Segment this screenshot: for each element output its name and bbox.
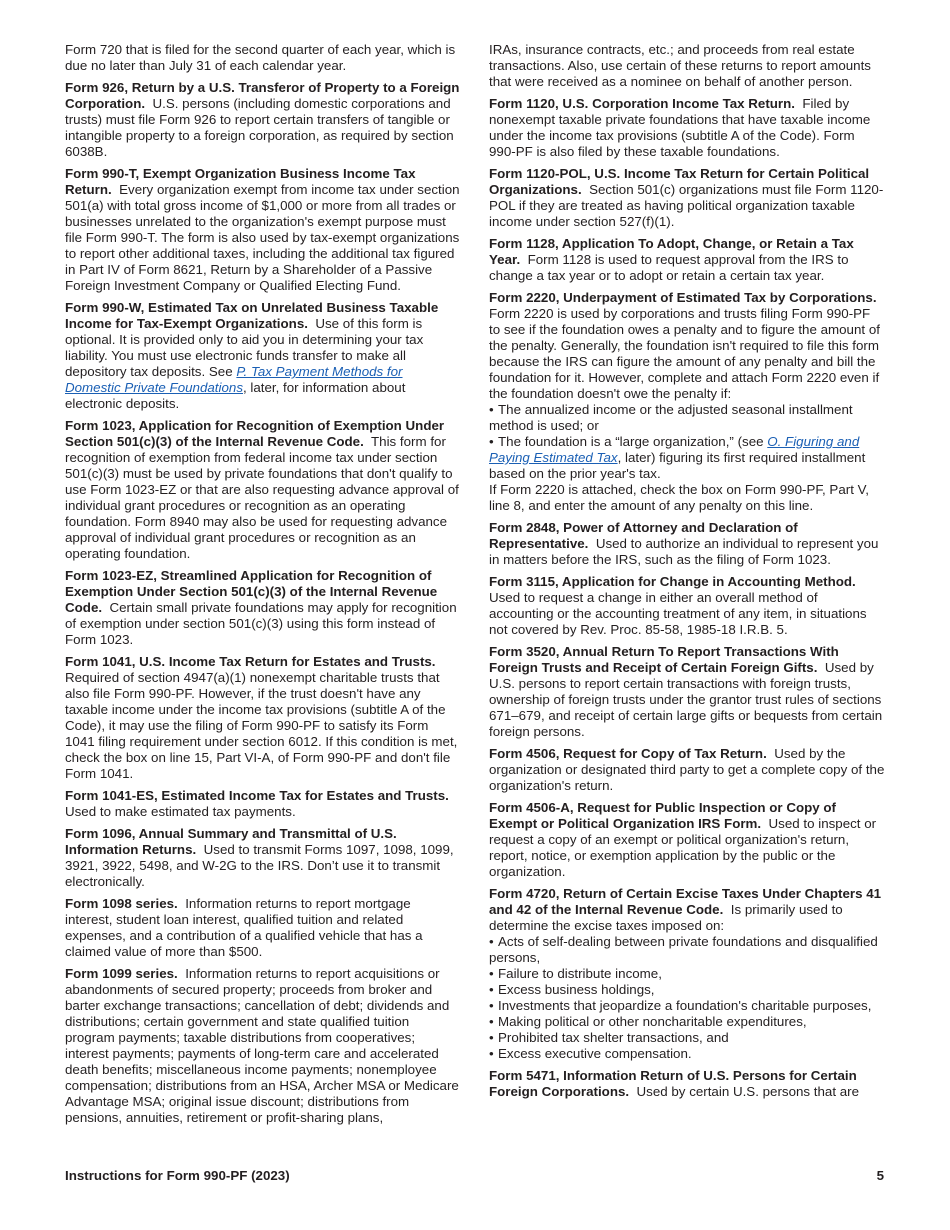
bullet-icon: [489, 434, 498, 450]
form-1041es-entry: [65, 788, 461, 820]
form-5471-entry: [489, 1068, 885, 1100]
paragraph: Form 720 that is filed for the second quarter of each year, which is due no later than July 31 of each calendar year.: [65, 42, 456, 73]
entry-title: Form 1120, U.S. Corporation Income Tax Return.: [489, 96, 795, 111]
bullet-icon: [489, 402, 498, 418]
entry-text: Used to authorize an individual to represent you in matters before the IRS, such as the filing of Form 1023.: [489, 536, 879, 567]
entry-text: Used by certain U.S. persons that are: [636, 1084, 860, 1099]
entry-title: Form 4506, Request for Copy of Tax Return.: [489, 746, 767, 761]
list-item: •Prohibited tax shelter transactions, and: [489, 1030, 885, 1046]
form-1120pol-entry: [489, 166, 885, 230]
list-item: •Excess executive compensation.: [489, 1046, 885, 1062]
form-990w-entry: [65, 300, 461, 412]
entry-title: Form 4720, Return of Certain Excise Taxes Under Chapters 41 and 42 of the Internal Revenue Code.: [489, 886, 882, 917]
entry-text: Required of section 4947(a)(1) nonexempt charitable trusts that also file Form 990-PF. However, if the trust doesn't have any taxable income under the income tax provisions (subtitle A of the Code), it may use the filing of Form 990-PF to satisfy its Form 1041 filing requirement under section 6012. If this condition is met, check the box on line 15, Part VI-A, of Form 990-PF and don't file Form 1041.: [65, 670, 458, 781]
entry-text: Is primarily used to determine the excise taxes imposed on:: [489, 902, 843, 933]
entry-title: Form 2220, Underpayment of Estimated Tax by Corporations.: [489, 290, 877, 305]
entry-title: Form 1128, Application To Adopt, Change, or Retain a Tax Year.: [489, 236, 854, 267]
entry-text: U.S. persons (including domestic corporations and trusts) must file Form 926 to report certain transfers of tangible or intangible property to a foreign corporation, as required by section 6038B.: [65, 96, 454, 159]
bullet-icon: [489, 1046, 498, 1062]
entry-text: Every organization exempt from income tax under section 501(a) with total gross income of $1,000 or more from all trades or businesses unrelated to the organization's exempt purpose must file Form 990-T. The form is also used by tax-exempt organizations to report other additional taxes, including the additional tax figured in Part IV of Form 8621, Return by a Shareholder of a Passive Foreign Investment Company or Qualified Electing Fund.: [65, 182, 460, 293]
estimated-tax-link[interactable]: O. Figuring and Paying Estimated Tax: [489, 434, 860, 465]
entry-text: Used to make estimated tax payments.: [65, 804, 296, 819]
entry-text: Certain small private foundations may apply for recognition of exemption under section 501(c)(3) using this form instead of Form 1023.: [65, 600, 457, 647]
entry-text: Used to request a change in either an overall method of accounting or the accounting treatment of any item, in situations not covered by Rev. Proc. 85-58, 1985-18 I.R.B. 5.: [489, 590, 867, 637]
bullet-icon: [489, 998, 498, 1014]
entry-text: Filed by nonexempt taxable private foundations that have taxable income under the income tax provisions (subtitle A of the Code). Form 990-PF is also filed by these taxable foundations.: [489, 96, 871, 159]
entry-title: Form 1023, Application for Recognition of Exemption Under Section 501(c)(3) of the Internal Revenue Code.: [65, 418, 445, 449]
entry-title: Form 1120-POL, U.S. Income Tax Return for Certain Political Organizations.: [489, 166, 870, 197]
form-990t-entry: [65, 166, 461, 294]
entry-title: Form 1096, Annual Summary and Transmittal of U.S. Information Returns.: [65, 826, 397, 857]
form-2848-entry: [489, 520, 885, 568]
bullet-icon: [489, 982, 498, 998]
form-1023ez-entry: [65, 568, 461, 648]
entry-text: Section 501(c) organizations must file Form 1120-POL if they are treated as having political organization taxable income under section 527(f)(1).: [489, 182, 884, 229]
bullet-icon: [489, 1014, 498, 1030]
list-item: •Investments that jeopardize a foundation's charitable purposes,: [489, 998, 885, 1014]
entry-title: Form 5471, Information Return of U.S. Persons for Certain Foreign Corporations.: [489, 1068, 857, 1099]
tax-payment-methods-link[interactable]: P. Tax Payment Methods for Domestic Private Foundations: [65, 364, 403, 395]
form-4720-entry: [489, 886, 885, 934]
entry-title: Form 990-W, Estimated Tax on Unrelated Business Taxable Income for Tax-Exempt Organizations.: [65, 300, 439, 331]
form-4506-entry: [489, 746, 885, 794]
form-2220-entry: [489, 290, 885, 402]
list-item: •The annualized income or the adjusted seasonal installment method is used; or: [489, 402, 885, 434]
entry-title: Form 4506-A, Request for Public Inspection or Copy of Exempt or Political Organization IRS Form.: [489, 800, 836, 831]
entry-title: Form 1099 series.: [65, 966, 178, 981]
form-1098-entry: [65, 896, 461, 960]
form-1023-entry: [65, 418, 461, 562]
entry-title: Form 1098 series.: [65, 896, 178, 911]
form-1041-entry: [65, 654, 461, 782]
entry-title: Form 2848, Power of Attorney and Declaration of Representative.: [489, 520, 798, 551]
form-1120-entry: [489, 96, 885, 160]
entry-title: Form 3115, Application for Change in Accounting Method.: [489, 574, 856, 589]
entry-text: Used to transmit Forms 1097, 1098, 1099, 3921, 3922, 5498, and W-2G to the IRS. Don’t use it to transmit electronically.: [65, 842, 454, 889]
form-1128-entry: [489, 236, 885, 284]
list-item: •Excess business holdings,: [489, 982, 885, 998]
right-column: [489, 42, 885, 1106]
page-number: 5: [876, 1168, 884, 1183]
entry-text: Information returns to report acquisitions or abandonments of secured property; proceeds from broker and barter exchange transactions; cancellation of debt; dividends and distributions; certain government and state qualified tuition program payments; taxable distributions from cooperatives; interest payments; payments of long-term care and accelerated death benefits; miscellaneous income payments; nonemployee compensation; distributions from an HSA, Archer MSA or Medicare Advantage MSA; original issue discount; distributions from pensions, annuities, retirement or profit-sharing plans,: [65, 966, 459, 1125]
entry-text: Form 2220 is used by corporations and trusts filing Form 990-PF to see if the foundation owes a penalty and to figure the amount of the penalty. Generally, the foundation isn't required to file this form because the IRS can figure the amount of any penalty and bill the foundation for it. However, complete and attach Form 2220 even if the foundation doesn't owe the penalty if:: [489, 306, 880, 401]
form-1099-entry: [65, 966, 461, 1126]
bullet-icon: [489, 966, 498, 982]
entry-text: Used by the organization or designated third party to get a complete copy of the organization's return.: [489, 746, 885, 793]
entry-title: Form 926, Return by a U.S. Transferor of Property to a Foreign Corporation.: [65, 80, 460, 111]
bullet-icon: [489, 934, 498, 950]
entry-text: Used to inspect or request a copy of an exempt or political organization's return, report, notice, or exemption application by the public or the organization.: [489, 816, 877, 879]
entry-title: Form 1023-EZ, Streamlined Application for Recognition of Exemption Under Section 501(c)(3) of the Internal Revenue Code.: [65, 568, 438, 615]
list-item: •Making political or other noncharitable expenditures,: [489, 1014, 885, 1030]
paragraph: IRAs, insurance contracts, etc.; and proceeds from real estate transactions. Also, use certain of these returns to report amounts that were received as a nominee on behalf of another person.: [489, 42, 871, 89]
entry-text: This form for recognition of exemption from federal income tax under section 501(c)(3) must be used by private foundations that don't qualify to use Form 1023-EZ or that are also requesting advance approval of individual grant procedures or recognition as an operating foundation. Form 8940 may also be used for requesting advance approval of individual grant procedures or recognition as an operating foundation.: [65, 434, 459, 561]
form-4506a-entry: [489, 800, 885, 880]
form-1096-entry: [65, 826, 461, 890]
form-3520-entry: [489, 644, 885, 740]
entry-text: Form 1128 is used to request approval from the IRS to change a tax year or to adopt or retain a certain tax year.: [489, 252, 849, 283]
list-item: •Failure to distribute income,: [489, 966, 885, 982]
entry-title: Form 990-T, Exempt Organization Business Income Tax Return.: [65, 166, 416, 197]
paragraph: If Form 2220 is attached, check the box on Form 990-PF, Part V, line 8, and enter the amount of any penalty on this line.: [489, 482, 869, 513]
form-926-entry: [65, 80, 461, 160]
footer-title: Instructions for Form 990-PF (2023): [65, 1168, 290, 1183]
entry-text: Used by U.S. persons to report certain transactions with foreign trusts, ownership of foreign trusts under the grantor trust rules of sections 671–679, and receipt of certain large gifts or bequests from certain foreign persons.: [489, 660, 883, 739]
entry-text: Information returns to report mortgage interest, student loan interest, qualified tuition and related expenses, and a contribution of a qualified vehicle that has a claimed value of more than $500.: [65, 896, 423, 959]
list-item: •Acts of self-dealing between private foundations and disqualified persons,: [489, 934, 885, 966]
list-item: •The foundation is a “large organization,” (see O. Figuring and Paying Estimated Tax, later) figuring its first required installment based on the prior year's tax.: [489, 434, 885, 482]
left-column: [65, 42, 461, 1132]
form-3115-entry: [489, 574, 885, 638]
entry-title: Form 3520, Annual Return To Report Transactions With Foreign Trusts and Receipt of Certain Foreign Gifts.: [489, 644, 839, 675]
entry-text: Use of this form is optional. It is provided only to aid you in determining your tax liability. You must use electronic funds transfer to make all depository tax deposits. See: [65, 316, 424, 379]
entry-title: Form 1041-ES, Estimated Income Tax for Estates and Trusts.: [65, 788, 449, 803]
entry-title: Form 1041, U.S. Income Tax Return for Estates and Trusts.: [65, 654, 436, 669]
bullet-icon: [489, 1030, 498, 1046]
entry-text: , later, for information about electronic deposits.: [65, 380, 406, 411]
